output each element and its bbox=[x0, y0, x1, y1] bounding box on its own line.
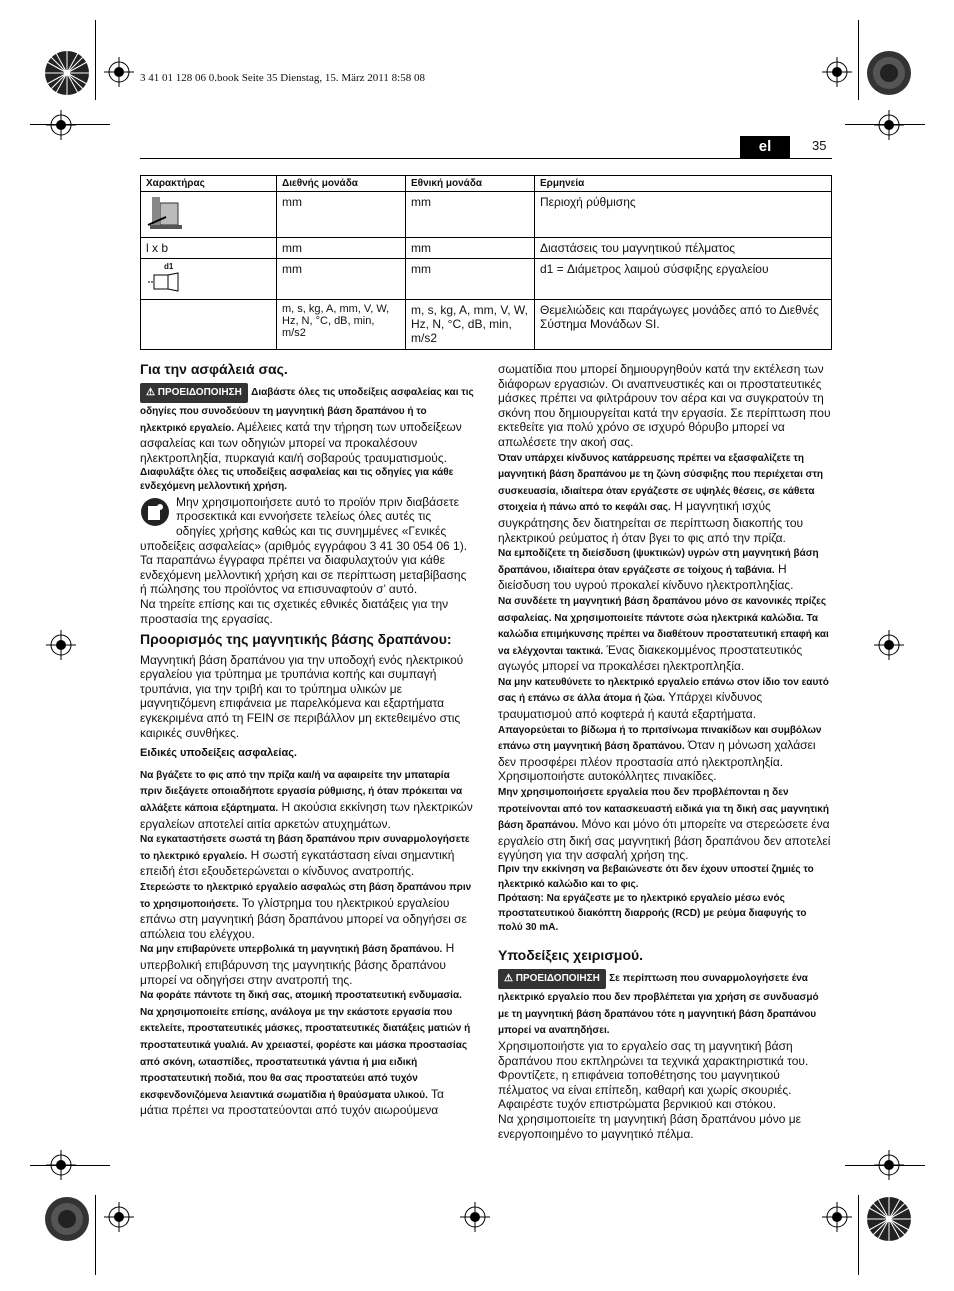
safety-item: Να μην επιβαρύνετε υπερβολικά τη μαγνητική βάση δραπάνου. Η υπερβολική επιβάρυνση της μαγνητικής βάσης δραπάνου μπορεί να οδηγήσει στην ανατροπή της. bbox=[140, 941, 455, 987]
safety-item: Όταν υπάρχει κίνδυνος κατάρρευσης πρέπει να εξασφαλίζετε τη μαγνητική βάση δραπάνου με τη ζώνη σύσφιξης που περιέχεται στη συσκευασία, ιδιαίτερα όταν εργάζεστε σε υψηλές θέσεις, σε κάθετα στοιχεία ή πάνω από το κεφάλι σας. Η μαγνητική ισχύς συγκράτησης δεν διατηρείται σε περίπτωση διακοπής του ηλεκτρικού ρεύματος ή όταν βγει το φις από την πρίζα. bbox=[498, 452, 824, 545]
safety-item: Να μην κατευθύνετε το ηλεκτρικό εργαλείο επάνω στον ίδιο τον εαυτό σας ή επάνω σε άλλα άτομα ή ζώα. Υπάρχει κίνδυνος τραυματισμού από κοφτερά ή καυτά εξαρτήματα. bbox=[498, 676, 829, 722]
safety-item: Πριν την εκκίνηση να βεβαιώνεστε ότι δεν έχουν υποστεί ζημιές το ηλεκτρικό καλώδιο και το φις. bbox=[498, 864, 814, 890]
table-header-row bbox=[141, 176, 832, 192]
table-row bbox=[141, 192, 832, 238]
registration-target-icon bbox=[104, 1202, 134, 1232]
section-heading-handling: Υποδείξεις χειρισμού. bbox=[498, 946, 644, 963]
registration-target-icon bbox=[822, 57, 852, 87]
language-tab: el bbox=[740, 136, 790, 158]
table-cell: d1 = Διάμετρος λαιμού σύσφιξης εργαλείου bbox=[535, 259, 832, 300]
table-header: Ερμηνεία bbox=[535, 176, 832, 192]
body-paragraph: Να χρησιμοποιείτε τη μαγνητική βάση δραπάνου μόνο με ενεργοποιημένο το μαγνητικό πέλμα. bbox=[498, 1111, 801, 1141]
registration-target-icon bbox=[874, 1150, 904, 1180]
table-cell: mm bbox=[406, 259, 535, 300]
warning-paragraph: ⚠ ΠΡΟΕΙΔΟΠΟΙΗΣΗ Διαβάστε όλες τις υποδείξεις ασφαλείας και τις οδηγίες που συνοδεύουν τη μαγνητική βάση δραπάνου ή το ηλεκτρικό εργαλείο. Αμέλειες κατά την τήρηση των υποδείξεων ασφαλείας και των οδηγιών μπορεί να προκαλέσουν ηλεκτροπληξία, πυρκαγιά και/ή σοβαρούς τραυματισμούς. bbox=[140, 383, 474, 466]
safety-item: Στερεώστε το ηλεκτρικό εργαλείο ασφαλώς στη βάση δραπάνου πριν το χρησιμοποιήσετε. Το γλίστρημα του ηλεκτρικού εργαλείου επάνω στη μαγνητική βάση δραπάνου μπορεί να οδηγήσει σε απώλεια του ελέγχου. bbox=[140, 882, 472, 941]
crop-line bbox=[95, 20, 96, 100]
warning-paragraph: ⚠ ΠΡΟΕΙΔΟΠΟΙΗΣΗ Σε περίπτωση που συναρμολογήσετε ένα ηλεκτρικό εργαλείο που δεν προβλέπεται για χρήση σε συνδυασμό με τη μαγνητική βάση δραπάνου τότε η μαγνητική βάση δραπάνου μπορεί να αναπηδήσει. bbox=[498, 969, 832, 1039]
color-wheel-icon bbox=[866, 1196, 912, 1242]
table-header: Εθνική μονάδα bbox=[406, 176, 535, 192]
left-column bbox=[140, 362, 474, 1118]
registration-target-icon bbox=[46, 110, 76, 140]
warning-badge: ⚠ ΠΡΟΕΙΔΟΠΟΙΗΣΗ bbox=[140, 383, 248, 404]
safety-item: Μην χρησιμοποιήσετε εργαλεία που δεν προβλέπονται η δεν προτείνονται από τον κατασκευαστή ειδικά για τη δική σας μαγνητική βάση δραπάνου. Μόνο και μόνο ότι μπορείτε να στερεώσετε ένα εργαλείο στη δική σας μαγνητική βάση δραπάνου δεν αποτελεί εγγύηση για την ασφαλή χρήση της. bbox=[498, 787, 831, 863]
body-paragraph: σωματίδια που μπορεί δημιουργηθούν κατά την εκτέλεση των διάφορων εργασιών. Οι αναπνευστικές και οι προστατευτικές μάσκες πρέπει να φιλτράρουν τον αέρα και να συγκρατούν τη σκόνη που δημιουργείται κατά την εργασία. Σε περίπτωση που εκτεθείτε για πολύ χρόνο σε ισχυρό θόρυβο μπορεί να απωλέσετε την ακοή σας. bbox=[498, 362, 831, 449]
table-cell: mm bbox=[277, 259, 406, 300]
right-column bbox=[498, 362, 832, 1141]
crop-line bbox=[858, 20, 859, 100]
table-row bbox=[141, 300, 832, 350]
special-safety-heading: Ειδικές υποδείξεις ασφαλείας. bbox=[140, 747, 297, 760]
safety-item: Πρόταση: Να εργάζεστε με το ηλεκτρικό εργαλείο μέσω ενός προστατευτικού διακόπτη διαρροής (RCD) με ρεύμα διαφυγής το πολύ 30 mA. bbox=[498, 893, 807, 934]
table-cell: mm bbox=[277, 192, 406, 238]
registration-target-icon bbox=[46, 1150, 76, 1180]
table-row bbox=[141, 238, 832, 259]
section-heading-safety: Για την ασφάλειά σας. bbox=[140, 361, 288, 377]
book-info-line: 3 41 01 128 06 0.book Seite 35 Dienstag, 15. März 2011 8:58 08 bbox=[140, 72, 425, 84]
table-cell: mm bbox=[406, 238, 535, 259]
color-wheel-icon bbox=[44, 50, 90, 96]
page-number: 35 bbox=[812, 138, 827, 153]
table-cell: mm bbox=[406, 192, 535, 238]
read-manual-icon bbox=[140, 497, 170, 527]
safety-item: Απαγορεύεται το βίδωμα ή το πριτσίνωμα πινακίδων και συμβόλων επάνω στη μαγνητική βάση δραπάνου. Όταν η μόνωση χαλάσει δεν προσφέρει πλέον προστασία από ηλεκτροπληξία. Χρησιμοποιήστε αυτοκόλλητες πινακίδες. bbox=[498, 724, 822, 784]
color-wheel-icon bbox=[866, 50, 912, 96]
registration-target-icon bbox=[874, 110, 904, 140]
body-paragraph: Φροντίζετε, η επιφάνεια τοποθέτησης του μαγνητικού πέλματος να είναι επίπεδη, καθαρή και χωρίς σκουριές. Αφαιρέστε τυχόν επιστρώματα βερνικιού και στόκου. bbox=[498, 1068, 792, 1112]
table-header: Διεθνής μονάδα bbox=[277, 176, 406, 192]
registration-target-icon bbox=[104, 57, 134, 87]
keep-instructions: Διαφυλάξτε όλες τις υποδείξεις ασφαλείας και τις οδηγίες για κάθε ενδεχόμενη μελλοντική χρήση. bbox=[140, 466, 454, 493]
purpose-paragraph: Μαγνητική βάση δραπάνου για την υποδοχή ενός ηλεκτρικού εργαλείου για τρύπημα με τρυπάνια κοπής και συμπαγή τρυπάνια, για την τριβή και το τρύπημα υλικών με μαγνητιζόμενη επιφάνεια με παρελκόμενα και εξαρτήματα εγκεκριμένα από τη FEIN σε περιβάλλον μη εκτεθειμένο στις καιρικές συνθήκες. bbox=[140, 652, 464, 740]
table-cell bbox=[141, 259, 277, 300]
warning-badge: ⚠ ΠΡΟΕΙΔΟΠΟΙΗΣΗ bbox=[498, 969, 606, 990]
table-cell bbox=[141, 192, 277, 238]
safety-item: Να φοράτε πάντοτε τη δική σας, ατομική προστατευτική ενδυμασία. Να χρησιμοποιείτε επίσης, ανάλογα με την εκάστοτε εργασία που εκτελείτε, προστατευτικές μάσκες, προστατευτικές διατάξεις ματιών ή προστατευτικά γυαλιά. Αν χρειαστεί, φορέστε και μάσκα προστασίας από σκόνη, ωτασπίδες, προστατευτικά γάντια ή μια ειδική προστατευτική ποδιά, που θα σας προστατεύει από τυχόν εκσφενδονιζόμενα λειαντικά σωματίδια ή θραύσματα υλικού. Τα μάτια πρέπει να προστατεύονται από τυχόν αιωρούμενα bbox=[140, 990, 471, 1118]
safety-item: Να βγάζετε το φις από την πρίζα και/ή να αφαιρείτε την μπαταρία πριν διεξάγετε οποιαδήποτε εργασία ρύθμισης, ή όταν πρόκειται να αλλάξετε κάποια εξάρτηματα. Η ακούσια εκκίνηση των ηλεκτρικών εργαλείων αποτελεί αιτία αρκετών ατυχημάτων. bbox=[140, 769, 473, 831]
national-regulations: Να τηρείτε επίσης και τις σχετικές εθνικές διατάξεις για την προστασία της εργασίας. bbox=[140, 596, 449, 626]
body-paragraph: Χρησιμοποιήστε για το εργαλείο σας τη μαγνητική βάση δραπάνου που εκπληρώνει τα τεχνικά χαρακτηριστικά του. bbox=[498, 1038, 809, 1068]
table-cell bbox=[141, 300, 277, 350]
registration-target-icon bbox=[460, 1202, 490, 1232]
units-table bbox=[140, 175, 832, 350]
tool-collar-icon bbox=[146, 271, 186, 293]
registration-target-icon bbox=[46, 630, 76, 660]
table-cell: Διαστάσεις του μαγνητικού πέλματος bbox=[535, 238, 832, 259]
safety-item: Να εγκαταστήσετε σωστά τη βάση δραπάνου πριν συναρμολογήσετε το ηλεκτρικό εργαλείο. Η σωστή εγκατάσταση είναι σημαντική επειδή έτσι εξουδετερώνεται ο κίνδυνος ανατροπής. bbox=[140, 834, 470, 879]
table-cell: m, s, kg, A, mm, V, W, Hz, N, °C, dB, min, m/s2 bbox=[406, 300, 535, 350]
header-rule bbox=[140, 158, 832, 159]
crop-line bbox=[858, 1195, 859, 1275]
table-header: Χαρακτήρας bbox=[141, 176, 277, 192]
table-cell: mm bbox=[277, 238, 406, 259]
manual-paragraph: Μην χρησιμοποιήσετε αυτό το προϊόν πριν διαβάσετε προσεκτικά και εννοήσετε τελείως όλες αυτές τις οδηγίες χρήσης καθώς και τις συνημμένες «Γενικές υποδείξεις ασφαλείας» (αριθμός εγγράφου 3 41 30 054 06 1). Τα παραπάνω έγγραφα πρέπει να διαφυλαχτούν για κάθε ενδεχόμενη μελλοντική χρήση και σε περίπτωση μεταβίβασης ή πώλησης του προϊόντος να επισυναφτούν σ’ αυτό. bbox=[140, 494, 468, 597]
table-symbol-text: d1 bbox=[164, 262, 174, 271]
table-row bbox=[141, 259, 832, 300]
table-cell: m, s, kg, A, mm, V, W, Hz, N, °C, dB, min, m/s2 bbox=[277, 300, 406, 350]
safety-item: Να συνδέετε τη μαγνητική βάση δραπάνου μόνο σε κανονικές πρίζες ασφαλείας. Να χρησιμοποιείτε πάντοτε σώα ηλεκτρικά καλώδια. Τα καλώδια επιμήκυνσης πρέπει να διαθέτουν προστατευτική επαφή και να ελέγχονται τακτικά. Ένας διακεκομμένος προστατευτικός αγωγός μπορεί να προκαλέσει ηλεκτροπληξία. bbox=[498, 595, 829, 674]
color-wheel-icon bbox=[44, 1196, 90, 1242]
table-cell: l x b bbox=[141, 238, 277, 259]
section-heading-purpose: Προορισμός της μαγνητικής βάσης δραπάνου: bbox=[140, 631, 452, 648]
drill-stand-icon bbox=[146, 195, 186, 231]
safety-item: Να εμποδίζετε τη διείσδυση (ψυκτικών) υγρών στη μαγνητική βάση δραπάνου, ιδιαίτερα όταν εργάζεστε σε τοίχους ή ταβάνια. Η διείσδυση του υγρού προκαλεί κίνδυνο ηλεκτροπληξίας. bbox=[498, 548, 819, 593]
registration-target-icon bbox=[822, 1202, 852, 1232]
registration-target-icon bbox=[874, 630, 904, 660]
crop-line bbox=[95, 1195, 96, 1275]
table-cell: Περιοχή ρύθμισης bbox=[535, 192, 832, 238]
table-cell: Θεμελιώδεις και παράγωγες μονάδες από το Διεθνές Σύστημα Μονάδων SI. bbox=[535, 300, 832, 350]
